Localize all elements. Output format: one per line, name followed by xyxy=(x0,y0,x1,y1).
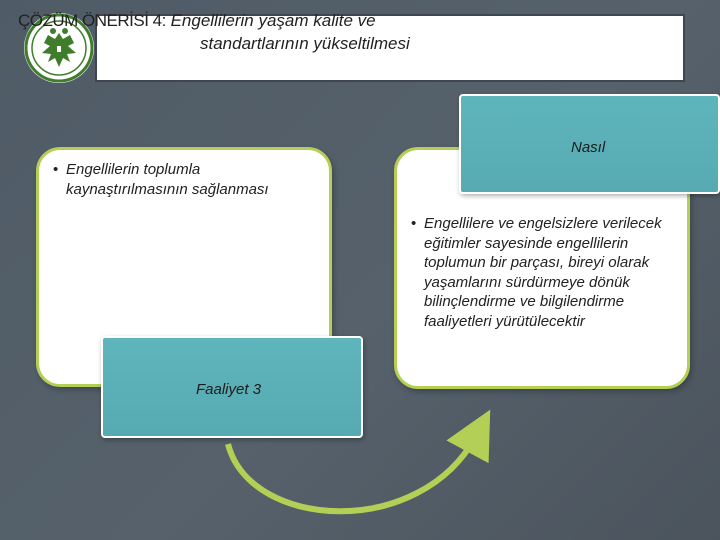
label-nasil xyxy=(459,94,720,194)
left-card-text xyxy=(53,160,316,199)
right-card-text xyxy=(411,214,682,331)
label-faaliyet xyxy=(101,336,363,438)
title-rest: Engellilerin yaşam kalite ve xyxy=(165,11,376,30)
label-nasil-text: Nasıl xyxy=(571,139,606,156)
slide-title-line2: standartlarının yükseltilmesi xyxy=(200,34,410,53)
bullet-icon: • xyxy=(411,215,417,232)
right-card-bullet-text: Engellilere ve engelsizlere verilecek eğitimler sayesinde engellilerin toplumun bir parçası, bireyi olarak yaşamlarını sürdürmeye dönük bilinçlendirme ve bilgilendirme faaliyetleri yürütülecektir xyxy=(424,215,662,330)
left-card-bullet-text: Engellilerin toplumla kaynaştırılmasının sağlanması xyxy=(66,161,269,198)
bullet-icon: • xyxy=(53,161,59,178)
label-faaliyet-text: Faaliyet 3 xyxy=(196,381,262,398)
title-lead: ÇÖZÜM ÖNERİSİ 4: xyxy=(18,11,166,30)
